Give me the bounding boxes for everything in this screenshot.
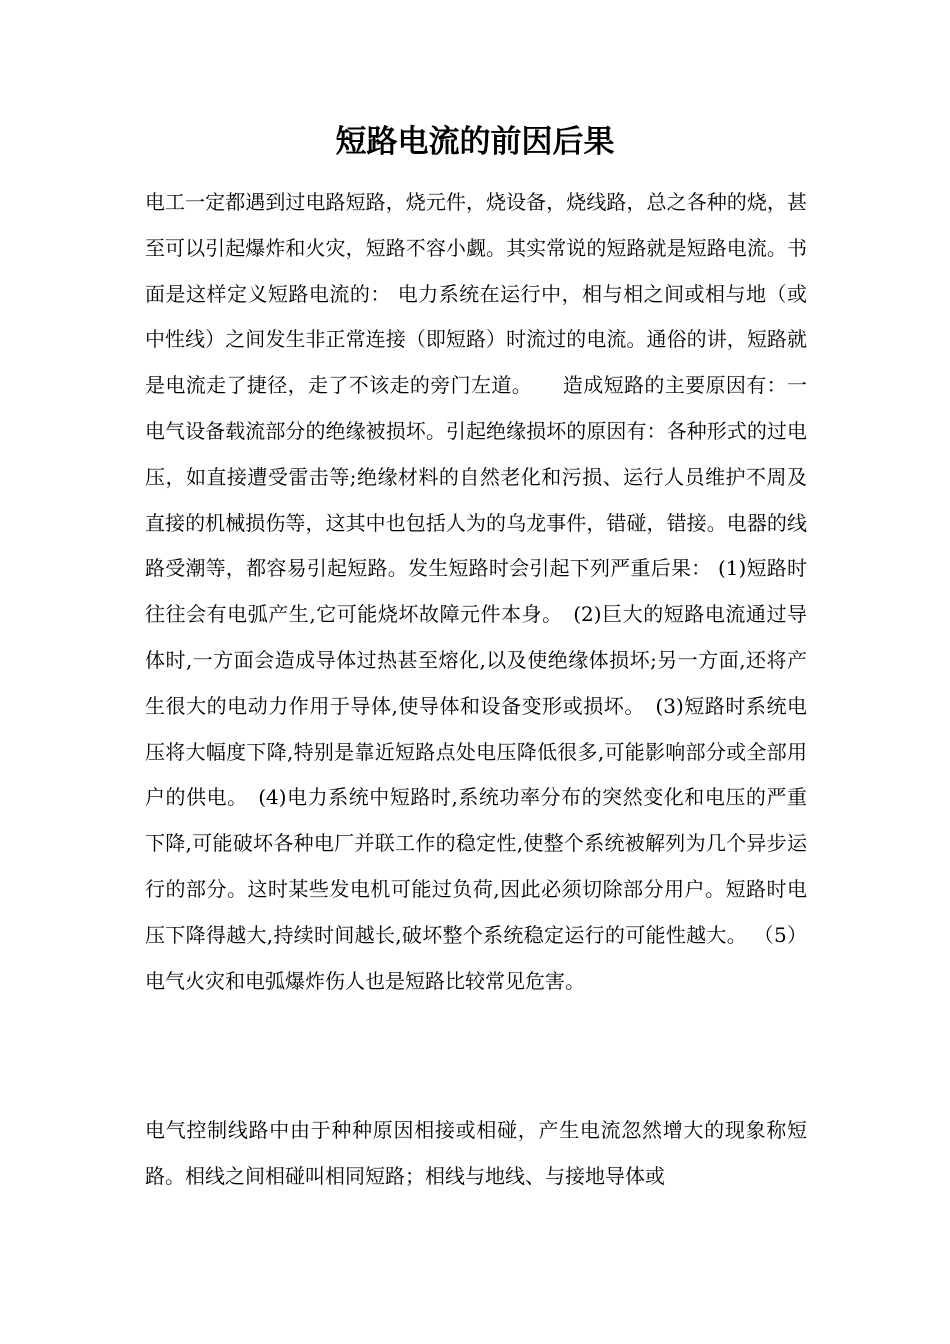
paragraph-1: 电工一定都遇到过电路短路，烧元件，烧设备，烧线路，总之各种的烧，甚至可以引起爆炸和火灾，短路不容小觑。其实常说的短路就是短路电流。书面是这样定义短路电流的： 电力系统在运行中，相与相之间或相与地（或中性线）之间发生非正常连接（即短路）时流过的电流。通俗的讲，短路就是电流走了捷径，走了不该走的旁门左道。 造成短路的主要原因有：一电气设备载流部分的绝缘被损坏。引起绝缘损坏的原因有：各种形式的过电压，如直接遭受雷击等;绝缘材料的自然老化和污损、运行人员维护不周及直接的机械损伤等，这其中也包括人为的乌龙事件，错碰，错接。电器的线路受潮等，都容易引起短路。发生短路时会引起下列严重后果： (1)短路时往往会有电弧产生,它可能烧坏故障元件本身。 (2)巨大的短路电流通过导体时,一方面会造成导体过热甚至熔化,以及使绝缘体损坏;另一方面,还将产生很大的电动力作用于导体,使导体和设备变形或损坏。 (3)短路时系统电压将大幅度下降,特别是靠近短路点处电压降低很多,可能影响部分或全部用户的供电。 (4)电力系统中短路时,系统功率分布的突然变化和电压的严重下降,可能破坏各种电厂并联工作的稳定性,使整个系统被解列为几个异步运行的部分。这时某些发电机可能过负荷,因此必须切除部分用户。短路时电压下降得越大,持续时间越长,破坏整个系统稳定运行的可能性越大。 （5）电气火灾和电弧爆炸伤人也是短路比较常见危害。 [145, 190, 807, 993]
paragraph-2: 电气控制线路中由于种种原因相接或相碰，产生电流忽然增大的现象称短路。相线之间相碰叫相同短路；相线与地线、与接地导体或 [145, 1118, 807, 1188]
document-title: 短路电流的前因后果 [335, 124, 615, 160]
